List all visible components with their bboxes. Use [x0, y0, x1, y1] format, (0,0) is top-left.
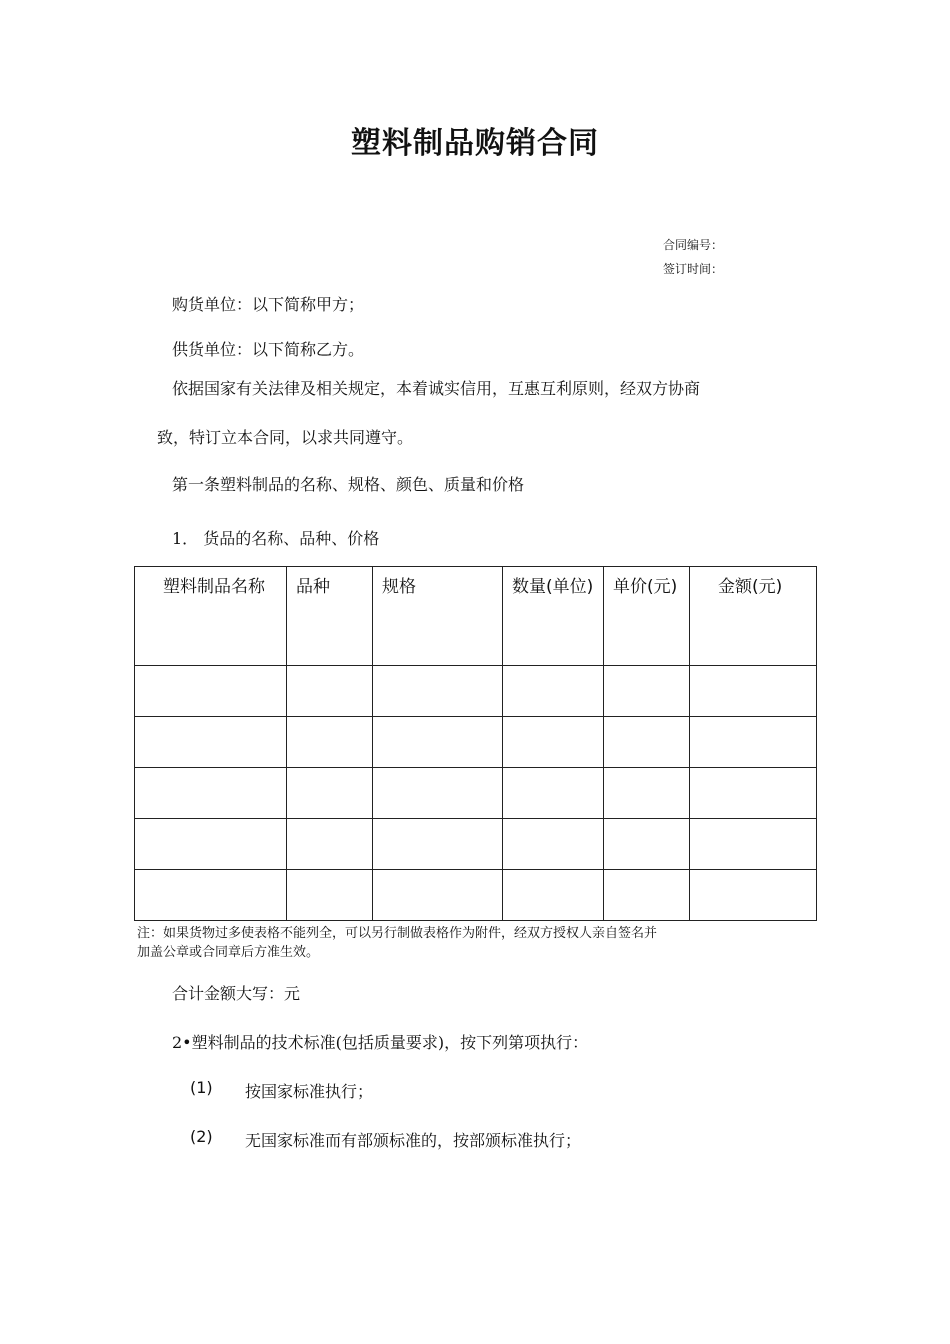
intro-line-1: 依据国家有关法律及相关规定，本着诚实信用，互惠互利原则，经双方协商: [172, 379, 701, 398]
table-row: [135, 870, 817, 921]
table-cell: [373, 717, 503, 768]
header-amount: 金额(元): [690, 567, 817, 666]
table-row: [135, 666, 817, 717]
table-cell: [604, 870, 690, 921]
table-cell: [604, 819, 690, 870]
table-cell: [287, 819, 373, 870]
table-cell: [373, 819, 503, 870]
table-cell: [690, 870, 817, 921]
table-cell: [287, 717, 373, 768]
table-cell: [503, 819, 604, 870]
table-cell: [503, 870, 604, 921]
item-1-text: 按国家标准执行；: [245, 1082, 374, 1101]
article-1-heading: 第一条塑料制品的名称、规格、颜色、质量和价格: [172, 475, 525, 494]
table-header-row: [135, 567, 817, 666]
buyer-line: 购货单位：以下简称甲方；: [172, 295, 365, 314]
table-cell: [690, 819, 817, 870]
item-2-number: (2): [190, 1127, 213, 1146]
table-cell: [604, 768, 690, 819]
table-cell: [503, 768, 604, 819]
total-amount-line: 合计金额大写：元: [172, 984, 301, 1003]
sign-time-label: 签订时间：: [663, 262, 724, 276]
table-cell: [373, 666, 503, 717]
header-unit-price: 单价(元): [604, 567, 690, 666]
table-cell: [690, 717, 817, 768]
table-cell: [287, 768, 373, 819]
table-cell: [373, 768, 503, 819]
goods-table: [134, 566, 817, 921]
table-cell: [373, 870, 503, 921]
table-note-line-2: 加盖公章或合同章后方准生效。: [137, 945, 320, 960]
article-1-subheading: 1． 货品的名称、品种、价格: [172, 529, 380, 548]
table-cell: [690, 768, 817, 819]
table-cell: [135, 768, 287, 819]
intro-line-2: 致，特订立本合同，以求共同遵守。: [157, 428, 414, 447]
table-cell: [287, 870, 373, 921]
contract-title: 塑料制品购销合同: [351, 126, 599, 161]
table-cell: [503, 717, 604, 768]
table-cell: [503, 666, 604, 717]
item-1-number: (1): [190, 1078, 213, 1097]
table-cell: [135, 870, 287, 921]
table-cell: [604, 666, 690, 717]
contract-number-label: 合同编号：: [663, 238, 724, 252]
article-2-heading: 2•塑料制品的技术标准(包括质量要求)，按下列第项执行：: [172, 1033, 589, 1052]
item-2-text: 无国家标准而有部颁标准的，按部颁标准执行；: [245, 1131, 582, 1150]
header-variety: 品种: [287, 567, 373, 666]
table-cell: [690, 666, 817, 717]
table-cell: [287, 666, 373, 717]
header-quantity: 数量(单位): [503, 567, 604, 666]
table-row: [135, 717, 817, 768]
table-note-line-1: 注：如果货物过多使表格不能列全，可以另行制做表格作为附件，经双方授权人亲自签名并: [137, 926, 658, 941]
table-row: [135, 768, 817, 819]
supplier-line: 供货单位：以下简称乙方。: [172, 340, 365, 359]
table-cell: [135, 666, 287, 717]
header-spec: 规格: [373, 567, 503, 666]
table-cell: [135, 819, 287, 870]
header-product-name: 塑料制品名称: [135, 567, 287, 666]
table-cell: [135, 717, 287, 768]
table-cell: [604, 717, 690, 768]
table-row: [135, 819, 817, 870]
